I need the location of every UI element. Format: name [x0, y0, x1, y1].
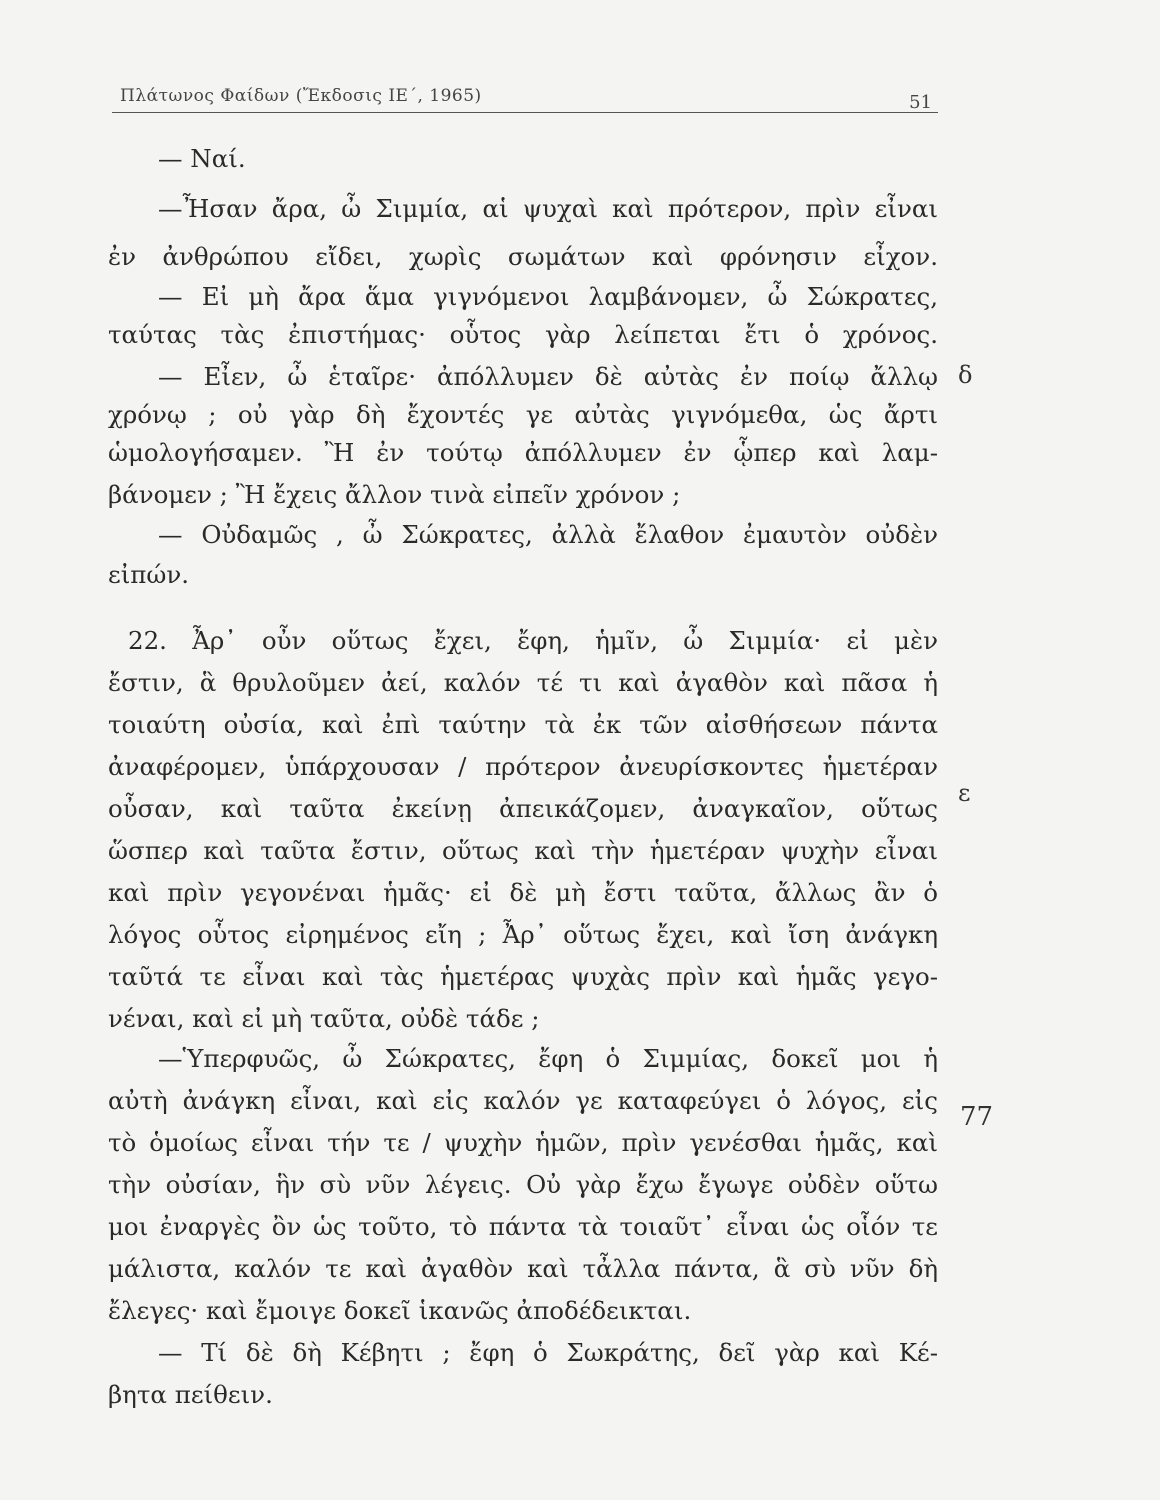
page-number: 51	[909, 92, 932, 113]
text-line: χρόνῳ ; οὐ γὰρ δὴ ἔχοντές γε αὐτὰς γιγνόμεθα, ὡς ἄρτι	[108, 400, 938, 429]
text-line: 22. Ἆρ᾽ οὖν οὕτως ἔχει, ἔφη, ἡμῖν, ὦ Σιμμία· εἰ μὲν	[128, 626, 938, 655]
text-line: εἰπών.	[108, 560, 190, 589]
text-line: μοι ἐναργὲς ὂν ὡς τοῦτο, τὸ πάντα τὰ τοιαῦτ᾽ εἶναι ὡς οἷόν τε	[108, 1212, 938, 1241]
text-line: ταύτας τὰς ἐπιστήμας· οὗτος γὰρ λείπεται ἔτι ὁ χρόνος.	[108, 320, 938, 349]
margin-section-epsilon: ε	[958, 779, 971, 807]
text-line: τὴν οὐσίαν, ἣν σὺ νῦν λέγεις. Οὐ γὰρ ἔχω ἔγωγε οὐδὲν οὕτω	[108, 1170, 938, 1199]
text-line: — Τί δὲ δὴ Κέβητι ; ἔφη ὁ Σωκράτης, δεῖ γὰρ καὶ Κέ-	[158, 1338, 938, 1367]
text-line: — Εἶεν, ὦ ἑταῖρε· ἀπόλλυμεν δὲ αὐτὰς ἐν ποίῳ ἄλλῳ	[158, 362, 938, 391]
running-title: Πλάτωνος Φαίδων (Ἔκδοσις ΙΕ΄, 1965)	[120, 86, 482, 106]
text-line: λόγος οὗτος εἰρημένος εἴη ; Ἆρ᾽ οὕτως ἔχει, καὶ ἴση ἀνάγκη	[108, 920, 938, 949]
text-line: τοιαύτη οὐσία, καὶ ἐπὶ ταύτην τὰ ἐκ τῶν αἰσθήσεων πάντα	[108, 710, 938, 739]
text-line: —Ὑπερφυῶς, ὦ Σώκρατες, ἔφη ὁ Σιμμίας, δοκεῖ μοι ἡ	[158, 1044, 938, 1073]
margin-stephanus-page: 77	[960, 1102, 994, 1132]
text-line: ἔστιν, ἃ θρυλοῦμεν ἀεί, καλόν τέ τι καὶ ἀγαθὸν καὶ πᾶσα ἡ	[108, 668, 938, 697]
text-line: ἔλεγες· καὶ ἔμοιγε δοκεῖ ἱκανῶς ἀποδέδεικται.	[108, 1296, 692, 1325]
text-line: ὥσπερ καὶ ταῦτα ἔστιν, οὕτως καὶ τὴν ἡμετέραν ψυχὴν εἶναι	[108, 836, 938, 865]
text-line: οὖσαν, καὶ ταῦτα ἐκείνῃ ἀπεικάζομεν, ἀναγκαῖον, οὕτως	[108, 794, 938, 823]
text-line: ἐν ἀνθρώπου εἴδει, χωρὶς σωμάτων καὶ φρόνησιν εἶχον.	[108, 242, 938, 271]
text-line: — Οὐδαμῶς , ὦ Σώκρατες, ἀλλὰ ἔλαθον ἐμαυτὸν οὐδὲν	[158, 520, 938, 549]
text-line: ταῦτά τε εἶναι καὶ τὰς ἡμετέρας ψυχὰς πρὶν καὶ ἡμᾶς γεγο-	[108, 962, 938, 991]
text-line: —Ἦσαν ἄρα, ὦ Σιμμία, αἱ ψυχαὶ καὶ πρότερον, πρὶν εἶναι	[158, 194, 938, 223]
running-header	[112, 78, 938, 113]
text-line: ἀναφέρομεν, ὑπάρχουσαν / πρότερον ἀνευρίσκοντες ἡμετέραν	[108, 752, 938, 781]
text-line: τὸ ὁμοίως εἶναι τήν τε / ψυχὴν ἡμῶν, πρὶν γενέσθαι ἡμᾶς, καὶ	[108, 1128, 938, 1157]
text-line: βητα πείθειν.	[108, 1380, 273, 1409]
text-line: ὡμολογήσαμεν. Ἢ ἐν τούτῳ ἀπόλλυμεν ἐν ᾧπερ καὶ λαμ-	[108, 438, 938, 467]
text-line: — Εἰ μὴ ἄρα ἅμα γιγνόμενοι λαμβάνομεν, ὦ Σώκρατες,	[158, 282, 938, 311]
text-line: αὐτὴ ἀνάγκη εἶναι, καὶ εἰς καλόν γε καταφεύγει ὁ λόγος, εἰς	[108, 1086, 938, 1115]
text-line: — Ναί.	[158, 144, 246, 173]
text-line: μάλιστα, καλόν τε καὶ ἀγαθὸν καὶ τἆλλα πάντα, ἃ σὺ νῦν δὴ	[108, 1254, 938, 1283]
text-line: καὶ πρὶν γεγονέναι ἡμᾶς· εἰ δὲ μὴ ἔστι ταῦτα, ἄλλως ἂν ὁ	[108, 878, 938, 907]
margin-section-delta: δ	[958, 361, 973, 389]
text-line: βάνομεν ; Ἢ ἔχεις ἄλλον τινὰ εἰπεῖν χρόνον ;	[108, 480, 681, 509]
text-line: νέναι, καὶ εἰ μὴ ταῦτα, οὐδὲ τάδε ;	[108, 1004, 540, 1033]
